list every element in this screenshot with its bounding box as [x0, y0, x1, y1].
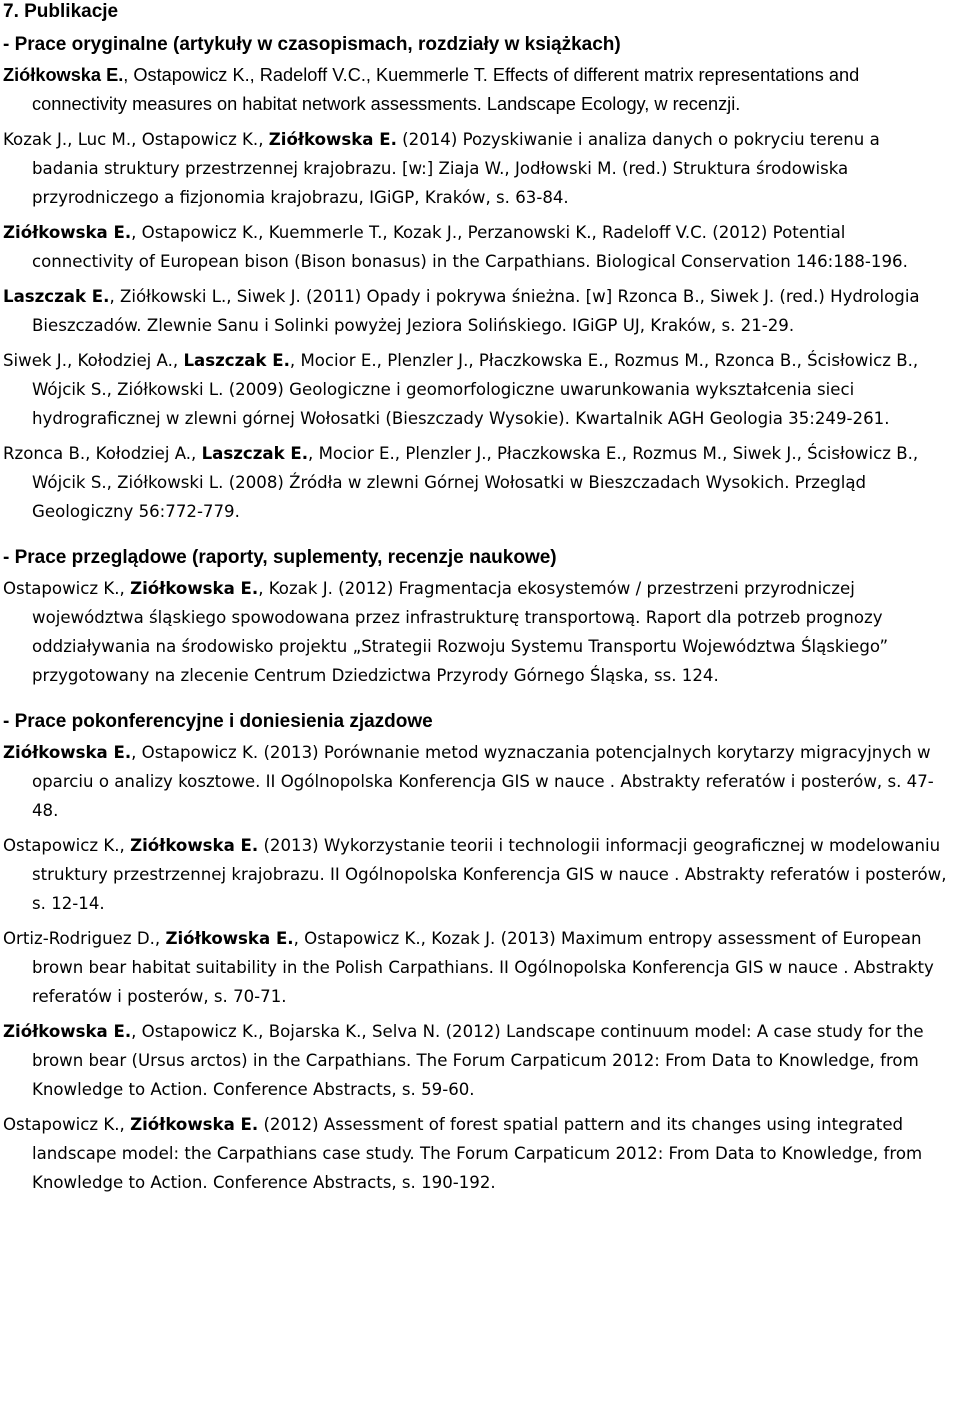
citation-text: (2013) Wykorzystanie teorii i technologii informacji geograficznej w modelowaniu struktury przestrzennej krajobrazu. II Ogólnopolska Konferencja GIS w nauce . Abstrakty referatów i posterów, s. 12-14.	[32, 836, 947, 913]
publication-entry	[3, 61, 950, 119]
author-list: , Ostapowicz K., Kuemmerle T., Kozak J., Perzanowski K., Radeloff V.C.	[131, 223, 707, 242]
author-highlighted: Ziółkowska E.	[3, 223, 132, 242]
publication-entry	[3, 738, 950, 825]
author-list: , Mocior E., Plenzler J., Płaczkowska E., Rozmus M., Siwek J., Ścisłowicz B., Wójcik S., Ziółkowski L.	[32, 444, 919, 492]
author-list: Ostapowicz K.,	[3, 579, 131, 598]
publication-entry	[3, 574, 950, 690]
citation-text: (2011) Opady i pokrywa śnieżna. [w] Rzonca B., Siwek J. (red.) Hydrologia Bieszczadów. Zlewnie Sanu i Solinki powyżej Jeziora Solińskiego. IGiGP UJ, Kraków, s. 21-29.	[32, 287, 920, 335]
author-highlighted: Ziółkowska E.	[268, 130, 397, 149]
section-heading: 7. Publikacje	[3, 1, 119, 22]
author-list: , Ostapowicz K., Radeloff V.C., Kuemmerle T.	[123, 65, 488, 85]
subsection-title-review-works: - Prace przeglądowe (raporty, suplementy, recenzje naukowe)	[3, 547, 557, 568]
author-list: , Ostapowicz K., Bojarska K., Selva N.	[131, 1022, 441, 1041]
author-highlighted: Laszczak E.	[3, 287, 110, 306]
citation-text: (2012) Fragmentacja ekosystemów / przestrzeni przyrodniczej województwa śląskiego spowodowana przez infrastrukturę transportową. Raport dla potrzeb prognozy oddziaływania na środowisko projektu „Strategii Rozwoju Systemu Transportu Województwa Śląskiego” przygotowany na zlecenie Centrum Dziedzictwa Przyrody Górnego Śląska, ss. 124.	[32, 579, 889, 685]
publication-entry	[3, 346, 950, 433]
publication-entry	[3, 924, 950, 1011]
author-highlighted: Ziółkowska E.	[130, 579, 259, 598]
publication-entry	[3, 1017, 950, 1104]
author-list: Ostapowicz K.,	[3, 1115, 131, 1134]
author-list: , Ostapowicz K., Kozak J.	[293, 929, 496, 948]
author-list: Kozak J., Luc M., Ostapowicz K.,	[3, 130, 269, 149]
author-highlighted: Ziółkowska E.	[165, 929, 294, 948]
publication-entry	[3, 218, 950, 276]
citation-text: (2012) Landscape continuum model: A case study for the brown bear (Ursus arctos) in the Carpathians. The Forum Carpaticum 2012: From Data to Knowledge, from Knowledge to Action. Conference Abstracts, s. 59-60.	[32, 1022, 924, 1099]
citation-text: (2013) Porównanie metod wyznaczania potencjalnych korytarzy migracyjnych w oparciu o analizy kosztowe. II Ogólnopolska Konferencja GIS w nauce . Abstrakty referatów i posterów, s. 47-48.	[32, 743, 934, 820]
subsection-title-original-works: - Prace oryginalne (artykuły w czasopismach, rozdziały w książkach)	[3, 34, 621, 55]
author-highlighted: Ziółkowska E.	[3, 743, 132, 762]
author-highlighted: Ziółkowska E.	[130, 836, 259, 855]
author-list: Siwek J., Kołodziej A.,	[3, 351, 184, 370]
subsection-title-conference-works: - Prace pokonferencyjne i doniesienia zjazdowe	[3, 711, 433, 732]
citation-text: Effects of different matrix representations and connectivity measures on habitat network assessments. Landscape Ecology, w recenzji.	[32, 65, 860, 114]
publication-entry	[3, 1110, 950, 1197]
publication-entry	[3, 831, 950, 918]
author-highlighted: Ziółkowska E.	[130, 1115, 259, 1134]
citation-text: (2012) Assessment of forest spatial pattern and its changes using integrated landscape model: the Carpathians case study. The Forum Carpaticum 2012: From Data to Knowledge, from Knowledge to Action. Conference Abstracts, s. 190-192.	[32, 1115, 923, 1192]
author-list: , Ziółkowski L., Siwek J.	[109, 287, 301, 306]
author-highlighted: Laszczak E.	[201, 444, 309, 463]
citation-text: (2008) Źródła w zlewni Górnej Wołosatki w Bieszczadach Wysokich. Przegląd Geologiczny 56:772-779.	[32, 473, 867, 521]
author-highlighted: Ziółkowska E.	[3, 65, 124, 85]
author-list: , Ostapowicz K.	[131, 743, 259, 762]
author-highlighted: Ziółkowska E.	[3, 1022, 132, 1041]
publication-entry	[3, 282, 950, 340]
author-list: , Mocior E., Plenzler J., Płaczkowska E., Rozmus M., Rzonca B., Ścisłowicz B., Wójcik S., Ziółkowski L.	[32, 351, 919, 399]
citation-text: (2013) Maximum entropy assessment of European brown bear habitat suitability in the Polish Carpathians. II Ogólnopolska Konferencja GIS w nauce . Abstrakty referatów i posterów, s. 70-71.	[32, 929, 934, 1006]
author-list: Ortiz-Rodriguez D.,	[3, 929, 166, 948]
publication-entry	[3, 125, 950, 212]
author-highlighted: Laszczak E.	[183, 351, 290, 370]
citation-text: (2012) Potential connectivity of European bison (Bison bonasus) in the Carpathians. Biological Conservation 146:188-196.	[32, 223, 908, 271]
author-list: Rzonca B., Kołodziej A.,	[3, 444, 202, 463]
citation-text: (2009) Geologiczne i geomorfologiczne uwarunkowania wykształcenia sieci hydrograficznej w zlewni górnej Wołosatki (Bieszczady Wysokie). Kwartalnik AGH Geologia 35:249-261.	[32, 380, 890, 428]
author-list: Ostapowicz K.,	[3, 836, 131, 855]
author-list: , Kozak J.	[258, 579, 333, 598]
publication-entry	[3, 439, 950, 526]
citation-text: (2014) Pozyskiwanie i analiza danych o pokryciu terenu a badania struktury przestrzennej krajobrazu. [w:] Ziaja W., Jodłowski M. (red.) Struktura środowiska przyrodniczego a fizjonomia krajobrazu, IGiGP, Kraków, s. 63-84.	[32, 130, 880, 207]
